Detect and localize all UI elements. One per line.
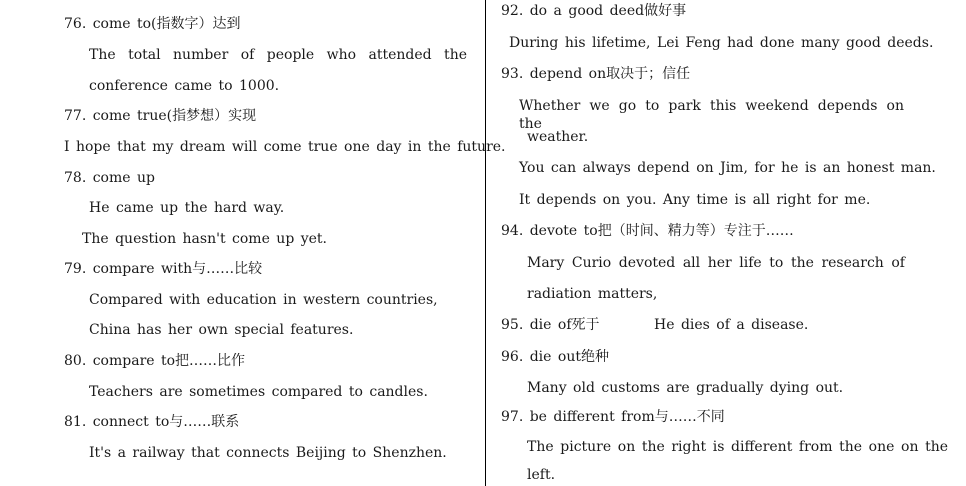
entry-92-example: During his lifetime, Lei Feng had done many good deeds. xyxy=(509,35,934,51)
entry-79-heading: 79. compare with与……比较 xyxy=(64,261,263,277)
entry-93-example-1-cont: weather. xyxy=(527,129,589,145)
entry-97-heading: 97. be different from与……不同 xyxy=(501,409,725,425)
entry-95-heading: 95. die of死于 xyxy=(501,317,600,333)
entry-79-example: Compared with education in western countries, xyxy=(89,292,438,308)
entry-78-example-1: He came up the hard way. xyxy=(89,200,285,216)
entry-78-heading: 78. come up xyxy=(64,170,155,186)
column-divider xyxy=(485,0,486,486)
entry-76-heading: 76. come to(指数字）达到 xyxy=(64,16,241,32)
entry-76-example: The total number of people who attended the xyxy=(89,47,467,63)
entry-76-example-cont: conference came to 1000. xyxy=(89,78,280,94)
entry-94-example-cont: radiation matters, xyxy=(527,286,658,302)
entry-93-example-2: You can always depend on Jim, for he is an honest man. xyxy=(519,160,936,176)
entry-94-heading: 94. devote to把（时间、精力等）专注于…… xyxy=(501,223,794,239)
entry-96-example: Many old customs are gradually dying out. xyxy=(527,380,844,396)
entry-77-example: I hope that my dream will come true one day in the future. xyxy=(64,139,506,155)
entry-97-example-cont: left. xyxy=(527,467,556,483)
entry-93-example-3: It depends on you. Any time is all right for me. xyxy=(519,192,871,208)
entry-93-heading: 93. depend on取决于；信任 xyxy=(501,66,691,82)
entry-96-heading: 96. die out绝种 xyxy=(501,349,609,365)
entry-93-example-1: Whether we go to park this weekend depends on the xyxy=(519,98,904,132)
entry-97-example: The picture on the right is different from the one on the xyxy=(527,439,948,455)
entry-80-heading: 80. compare to把……比作 xyxy=(64,353,246,369)
entry-81-example: It's a railway that connects Beijing to Shenzhen. xyxy=(89,445,447,461)
entry-94-example: Mary Curio devoted all her life to the research of xyxy=(527,255,905,271)
entry-92-heading: 92. do a good deed做好事 xyxy=(501,3,687,19)
entry-79-example-cont: China has her own special features. xyxy=(89,322,354,338)
entry-80-example: Teachers are sometimes compared to candles. xyxy=(89,384,428,400)
entry-77-heading: 77. come true(指梦想）实现 xyxy=(64,108,257,124)
entry-78-example-2: The question hasn't come up yet. xyxy=(82,231,328,247)
entry-81-heading: 81. connect to与……联系 xyxy=(64,414,240,430)
entry-95-example: He dies of a disease. xyxy=(654,317,809,333)
